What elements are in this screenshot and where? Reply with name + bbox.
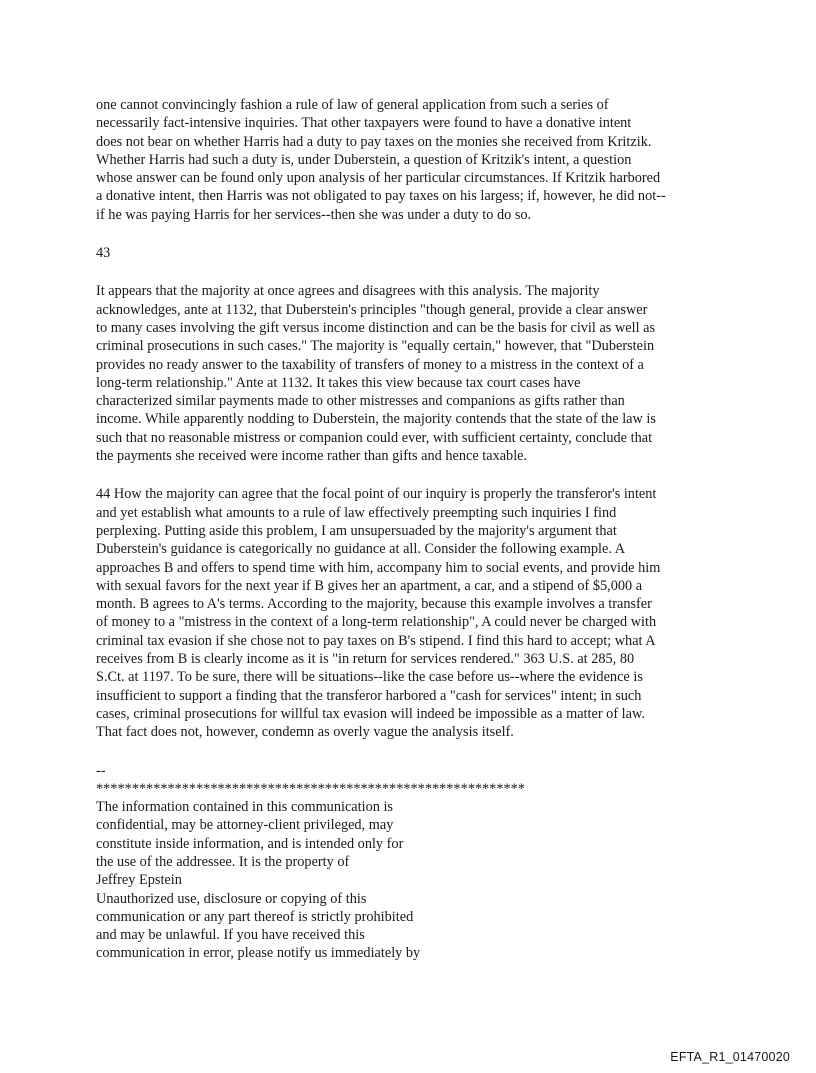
paragraph-number: 43 [96, 245, 111, 262]
asterisk-separator: ************************************************************ [96, 780, 525, 797]
document-page [96, 96, 736, 963]
document-id-stamp: EFTA_R1_01470020 [670, 1050, 790, 1064]
confidentiality-notice: The information contained in this communication is confidential, may be attorney-client privileged, may constitute inside information, and is intended only for the use of the addressee. It is the property of Jeffrey Epstein Unauthorized use, disclosure or copying of this communication or any part thereof is strictly prohibited and may be unlawful. If you have received this communication in error, please notify us immediately by [96, 799, 421, 962]
body-paragraph-2: It appears that the majority at once agrees and disagrees with this analysis. The majority acknowledges, ante at 1132, that Duberstein's principles "though general, provide a clear answer to many cases involving the gift versus income distinction and can be the basis for civil as well as criminal prosecutions in such cases." The majority is "equally certain," however, that "Duberstein provides no ready answer to the taxability of transfers of money to a mistress in the context of a long-term relationship." Ante at 1132. It takes this view because tax court cases have characterized similar payments made to other mistresses and companions as gifts rather than income. While apparently nodding to Duberstein, the majority contends that the state of the law is such that no reasonable mistress or companion could ever, with sufficient certainty, conclude that the payments she received were income rather than gifts and hence taxable. [96, 283, 656, 465]
body-paragraph-3: 44 How the majority can agree that the focal point of our inquiry is properly the transferor's intent and yet establish what amounts to a rule of law effectively preempting such inquiries I find perplexing. Putting aside this problem, I am unsupersuaded by the majority's argument that Duberstein's guidance is categorically no guidance at all. Consider the following example. A approaches B and offers to spend time with him, accompany him to social events, and provide him with sexual favors for the next year if B gives her an apartment, a car, and a stipend of $5,000 a month. B agrees to A's terms. According to the majority, because this example involves a transfer of money to a "mistress in the context of a long-term relationship", A could never be charged with criminal tax evasion if she chose not to pay taxes on B's stipend. I find this hard to accept; what A receives from B is clearly income as it is "in return for services rendered." 363 U.S. at 285, 80 S.Ct. at 1197. To be sure, there will be situations--like the case before us--where the evidence is insufficient to support a finding that the transferor harbored a "cash for services" intent; in such cases, criminal prosecutions for willful tax evasion will indeed be impossible as a matter of law. That fact does not, however, condemn as overly vague the analysis itself. [96, 486, 661, 741]
email-signature-dashes: -- [96, 762, 106, 779]
body-paragraph-1: one cannot convincingly fashion a rule of law of general application from such a series of necessarily fact-intensive inquiries. That other taxpayers were found to have a donative intent does not bear on whether Harris had a duty to pay taxes on the monies she received from Kritzik. Whether Harris had such a duty is, under Duberstein, a question of Kritzik's intent, a question whose answer can be found only upon analysis of her particular circumstances. If Kritzik harbored a donative intent, then Harris was not obligated to pay taxes on his largess; if, however, he did not-- if he was paying Harris for her services--then she was under a duty to do so. [96, 97, 666, 223]
